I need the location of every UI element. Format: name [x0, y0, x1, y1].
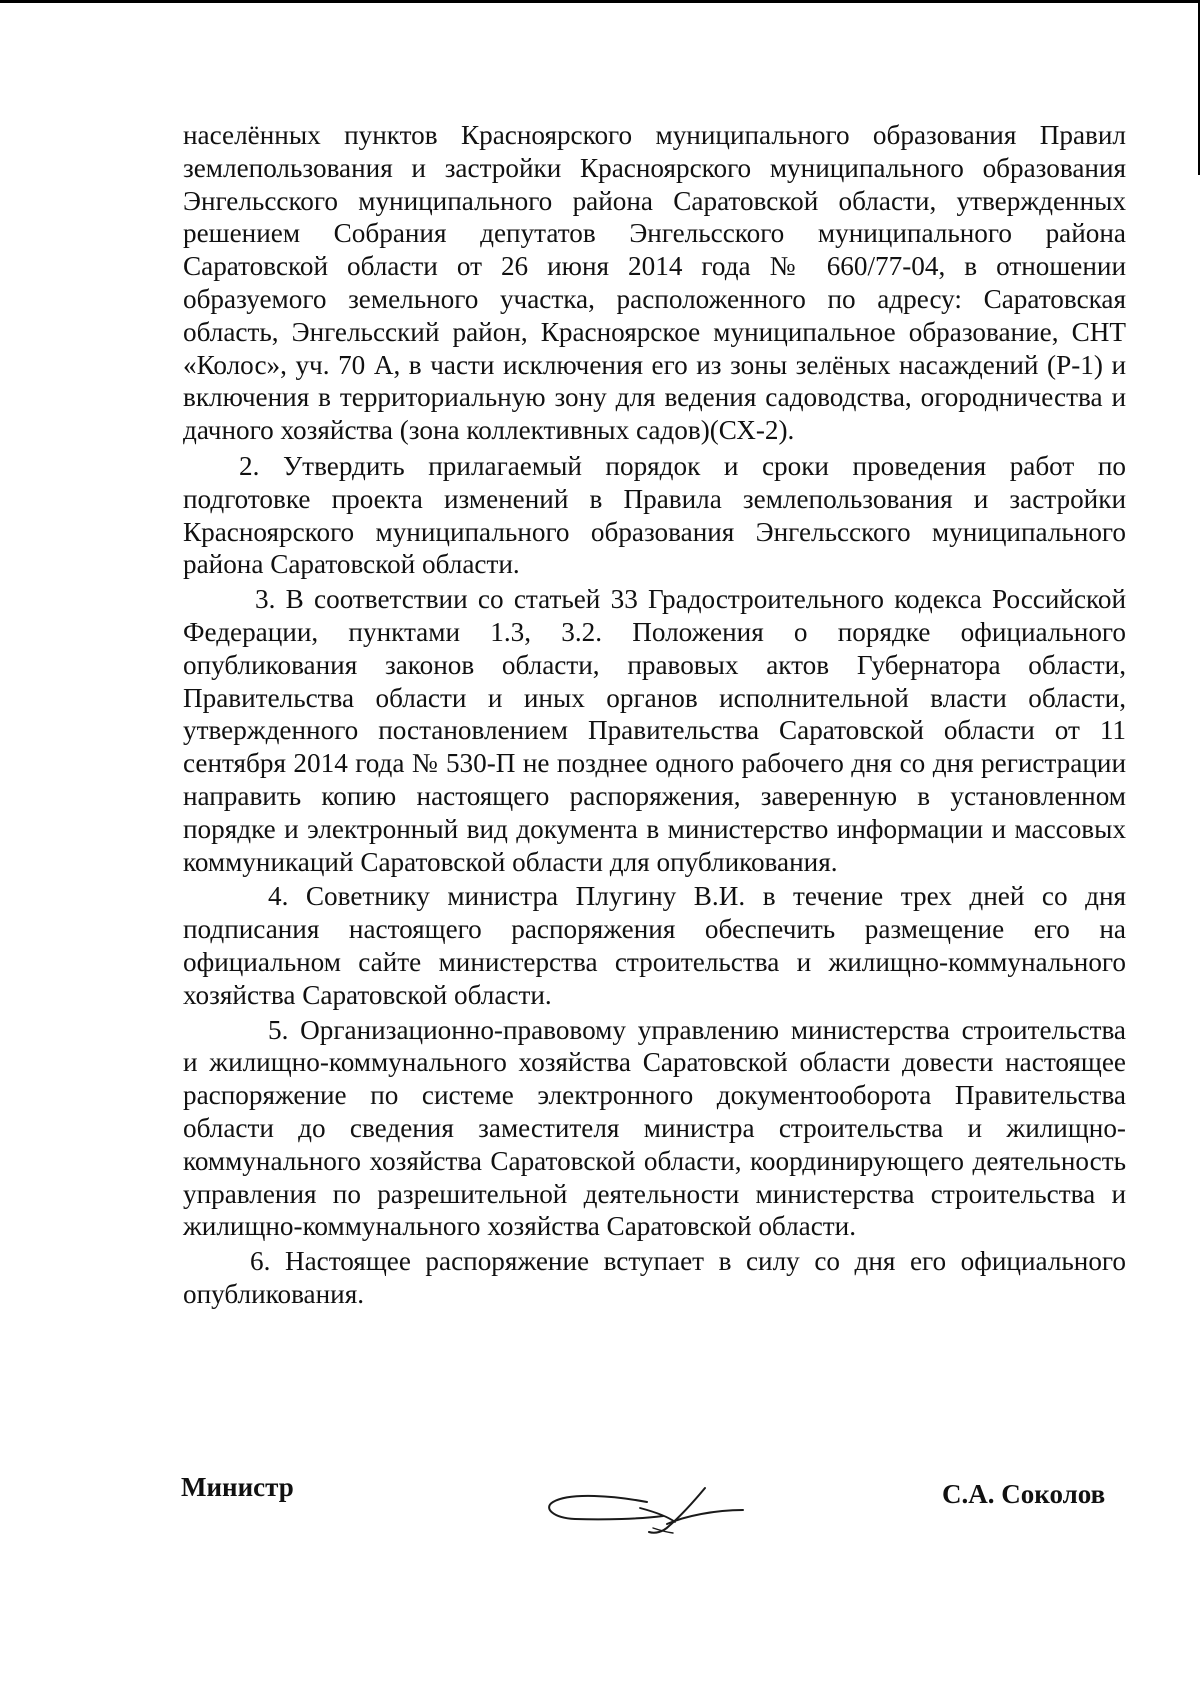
- signatory-title: Министр: [181, 1472, 294, 1502]
- paragraph-2: 2. Утвердить прилагаемый порядок и сроки проведения работ по подготовке проекта изменений в Правила землепользования и застройки Красноярского муниципального образования Энгельсского муниципального района Саратовской области.: [183, 450, 1126, 580]
- paragraph-4: 4. Советнику министра Плугину В.И. в течение трех дней со дня подписания настоящего распоряжения обеспечить размещение его на официальном сайте министерства строительства и жилищно-коммунального хозяйства Саратовской области.: [183, 881, 1126, 1010]
- paragraph-6: 6. Настоящее распоряжение вступает в силу со дня его официального опубликования.: [183, 1246, 1126, 1309]
- handwritten-signature: [545, 1478, 750, 1538]
- paragraph-3: 3. В соответствии со статьей 33 Градостроительного кодекса Российской Федерации, пунктами 1.3, 3.2. Положения о порядке официального опубликования законов области, правовых актов Губернатора области, Правительства области и иных органов исполнительной власти области, утвержденного постановлением Правительства Саратовской области от 11 сентября 2014 года № 530-П не позднее одного рабочего дня со дня регистрации направить копию настоящего распоряжения, заверенную в установленном порядке и электронный вид документа в министерство информации и массовых коммуникаций Саратовской области для опубликования.: [183, 584, 1126, 877]
- paragraph-5: 5. Организационно-правовому управлению министерства строительства и жилищно-коммунального хозяйства Саратовской области довести настоящее распоряжение по системе электронного документооборота Правительства области до сведения заместителя министра строительства и жилищно-коммунального хозяйства Саратовской области, координирующего деятельность управления по разрешительной деятельности министерства строительства и жилищно-коммунального хозяйства Саратовской области.: [183, 1014, 1126, 1242]
- scan-border-top: [0, 0, 1200, 3]
- paragraph-1-continuation: населённых пунктов Красноярского муниципального образования Правил землепользования и застройки Красноярского муниципального образования Энгельсского муниципального района Саратовской области, утвержденных решением Собрания депутатов Энгельсского муниципального района Саратовской области от 26 июня 2014 года № 660/77-04, в отношении образуемого земельного участка, расположенного по адресу: Саратовская область, Энгельсский район, Красноярское муниципальное образование, СНТ «Колос», уч. 70 А, в части исключения его из зоны зелёных насаждений (Р-1) и включения в территориальную зону для ведения садоводства, огородничества и дачного хозяйства (зона коллективных садов)(СХ-2).: [183, 120, 1126, 446]
- document-body: [183, 119, 1126, 1311]
- signatory-name: С.А. Соколов: [942, 1479, 1106, 1509]
